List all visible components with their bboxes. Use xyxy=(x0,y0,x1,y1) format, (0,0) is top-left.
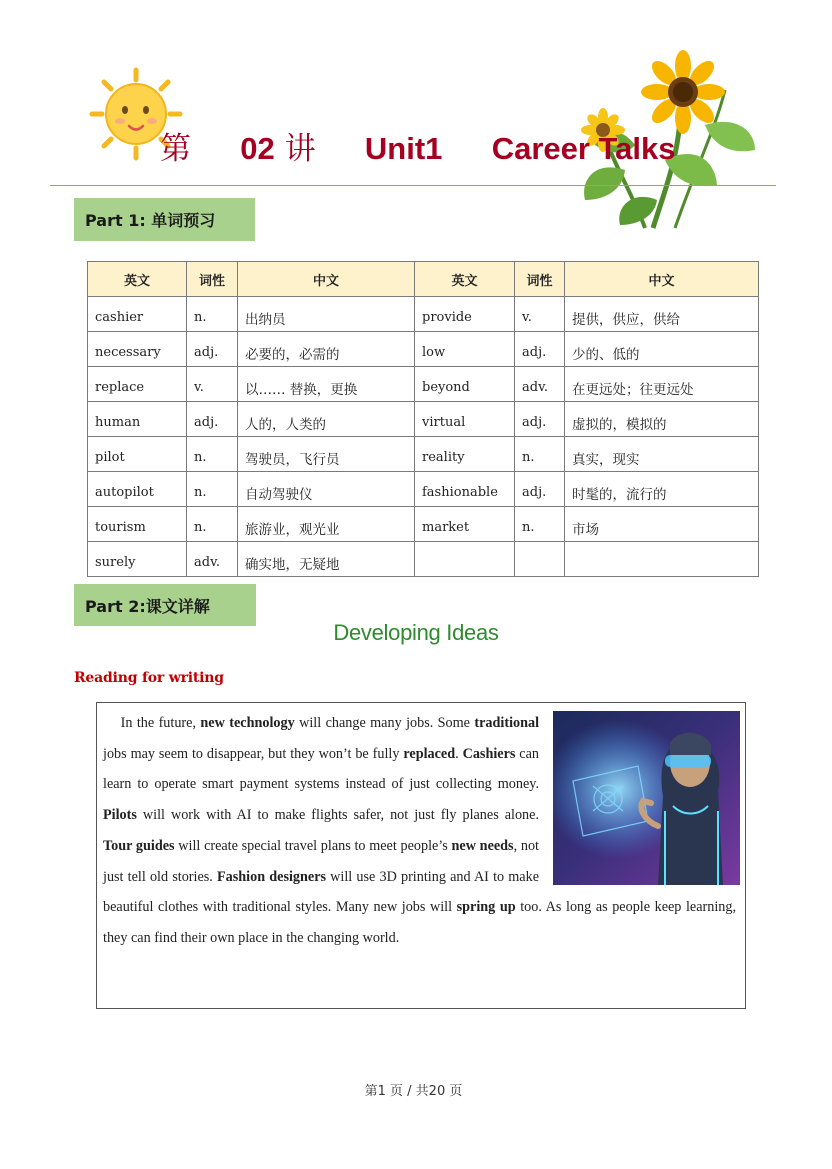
english-word-cell: low xyxy=(415,332,515,367)
part-of-speech-cell: n. xyxy=(187,507,238,542)
table-row xyxy=(88,472,759,507)
passage-segment: will work with AI to make flights safer, not just fly planes alone. xyxy=(136,807,539,824)
header-pos: 词性 xyxy=(187,262,238,297)
chinese-meaning-cell: 以…… 替换，更换 xyxy=(238,367,415,402)
english-word-cell: surely xyxy=(88,542,187,577)
english-word-cell: replace xyxy=(88,367,187,402)
passage-segment: In the future, xyxy=(120,715,201,731)
reading-label: Reading for writing xyxy=(74,670,224,686)
lesson-number: 02 xyxy=(240,131,275,166)
chinese-meaning-cell: 确实地，无疑地 xyxy=(238,542,415,577)
part-of-speech-cell xyxy=(515,542,565,577)
key-phrase: replaced xyxy=(403,745,456,762)
chinese-meaning-cell: 在更远处；往更远处 xyxy=(565,367,759,402)
table-row xyxy=(88,297,759,332)
key-phrase: Cashiers xyxy=(462,745,516,762)
header-english: 英文 xyxy=(415,262,515,297)
part2-header: Part 2:课文详解 xyxy=(74,584,256,626)
key-phrase: new technology xyxy=(200,715,295,731)
passage-segment: will create special travel plans to meet people’s xyxy=(174,837,452,854)
page-footer: 第1 页 / 共20 页 xyxy=(364,1084,463,1099)
part1-header: Part 1: 单词预习 xyxy=(74,198,255,241)
header-english: 英文 xyxy=(88,262,187,297)
chinese-meaning-cell: 旅游业，观光业 xyxy=(238,507,415,542)
english-word-cell: fashionable xyxy=(415,472,515,507)
key-phrase: new needs xyxy=(451,837,514,854)
chinese-meaning-cell: 自动驾驶仪 xyxy=(238,472,415,507)
table-row xyxy=(88,367,759,402)
part-of-speech-cell: v. xyxy=(187,367,238,402)
chinese-meaning-cell: 出纳员 xyxy=(238,297,415,332)
part-of-speech-cell: v. xyxy=(515,297,565,332)
header-chinese: 中文 xyxy=(238,262,415,297)
passage-segment: will use 3D printing and AI to make beautiful clothes with traditional styles. Many new jobs will xyxy=(103,868,539,916)
part-of-speech-cell: adj. xyxy=(515,402,565,437)
part-of-speech-cell: n. xyxy=(187,297,238,332)
key-phrase: Tour guides xyxy=(103,837,175,854)
key-phrase: Fashion designers xyxy=(217,868,327,885)
chinese-meaning-cell xyxy=(565,542,759,577)
part-of-speech-cell: adj. xyxy=(515,472,565,507)
part-of-speech-cell: n. xyxy=(187,472,238,507)
header-chinese: 中文 xyxy=(565,262,759,297)
table-row xyxy=(88,332,759,367)
title-prefix: 第 xyxy=(160,131,191,167)
english-word-cell: beyond xyxy=(415,367,515,402)
table-row xyxy=(88,402,759,437)
passage-segment: , not just tell old stories. xyxy=(103,837,539,885)
unit-label: Unit1 xyxy=(364,131,443,166)
chinese-meaning-cell: 提供，供应，供给 xyxy=(565,297,759,332)
section-title: Developing Ideas xyxy=(333,620,499,645)
key-phrase: traditional xyxy=(474,715,540,731)
part-of-speech-cell: adv. xyxy=(187,542,238,577)
english-word-cell: human xyxy=(88,402,187,437)
unit-topic: Career Talks xyxy=(491,131,676,166)
lesson-title xyxy=(160,115,676,193)
table-row xyxy=(88,437,759,472)
ai-technology-image xyxy=(553,711,740,885)
chinese-meaning-cell: 必要的，必需的 xyxy=(238,332,415,367)
part-of-speech-cell: n. xyxy=(187,437,238,472)
english-word-cell xyxy=(415,542,515,577)
table-header-row xyxy=(88,262,759,297)
english-word-cell: cashier xyxy=(88,297,187,332)
table-row xyxy=(88,507,759,542)
chinese-meaning-cell: 少的、低的 xyxy=(565,332,759,367)
key-phrase: spring up xyxy=(456,899,516,916)
table-row xyxy=(88,542,759,577)
english-word-cell: provide xyxy=(415,297,515,332)
reading-passage xyxy=(103,708,736,954)
english-word-cell: virtual xyxy=(415,402,515,437)
passage-segment: can learn to operate smart payment systems instead of just collecting money. xyxy=(103,745,539,793)
english-word-cell: pilot xyxy=(88,437,187,472)
passage-segment: . xyxy=(455,745,463,762)
part-of-speech-cell: adv. xyxy=(515,367,565,402)
title-suffix: 讲 xyxy=(284,131,316,167)
chinese-meaning-cell: 时髦的，流行的 xyxy=(565,472,759,507)
english-word-cell: autopilot xyxy=(88,472,187,507)
chinese-meaning-cell: 真实，现实 xyxy=(565,437,759,472)
passage-segment: too. As long as people keep learning, they can find their own place in the changing world. xyxy=(103,899,736,946)
chinese-meaning-cell: 驾驶员，飞行员 xyxy=(238,437,415,472)
part-of-speech-cell: adj. xyxy=(187,402,238,437)
title-divider xyxy=(50,185,776,186)
key-phrase: Pilots xyxy=(103,807,137,824)
part-of-speech-cell: adj. xyxy=(187,332,238,367)
part-of-speech-cell: n. xyxy=(515,437,565,472)
vocabulary-table xyxy=(87,261,759,577)
english-word-cell: market xyxy=(415,507,515,542)
chinese-meaning-cell: 人的，人类的 xyxy=(238,402,415,437)
passage-segment: will change many jobs. Some xyxy=(294,715,475,731)
part-of-speech-cell: adj. xyxy=(515,332,565,367)
english-word-cell: reality xyxy=(415,437,515,472)
chinese-meaning-cell: 虚拟的，模拟的 xyxy=(565,402,759,437)
header-pos: 词性 xyxy=(515,262,565,297)
passage-segment: jobs may seem to disappear, but they won’t be fully xyxy=(103,745,404,762)
chinese-meaning-cell: 市场 xyxy=(565,507,759,542)
english-word-cell: tourism xyxy=(88,507,187,542)
english-word-cell: necessary xyxy=(88,332,187,367)
part-of-speech-cell: n. xyxy=(515,507,565,542)
